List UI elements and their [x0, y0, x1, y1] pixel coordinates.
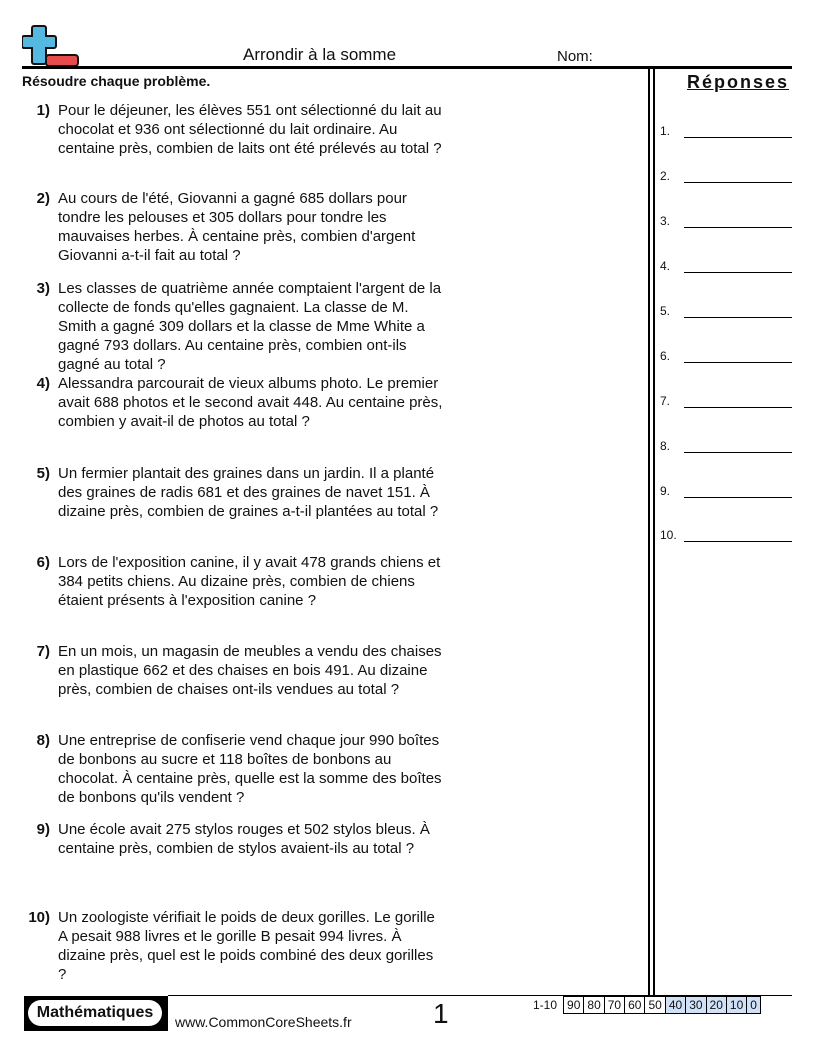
answer-label: 4. — [660, 259, 671, 273]
problem-8 — [24, 731, 444, 807]
answer-line[interactable] — [684, 317, 792, 318]
brand-label: Mathématiques — [28, 1000, 162, 1026]
header-divider — [22, 66, 792, 69]
answers-heading: Réponses — [687, 72, 790, 92]
plus-minus-logo-icon — [22, 24, 80, 68]
problem-number: 4) — [36, 375, 50, 392]
problem-2 — [24, 189, 444, 265]
score-cell: 20 — [706, 997, 726, 1014]
answer-line[interactable] — [684, 362, 792, 363]
score-cell: 0 — [747, 997, 761, 1014]
score-table — [530, 996, 761, 1014]
answer-label: 10. — [660, 528, 677, 542]
answer-label: 5. — [660, 304, 671, 318]
answer-row-1[interactable] — [660, 122, 792, 138]
score-cell: 50 — [645, 997, 665, 1014]
score-cell: 10 — [726, 997, 746, 1014]
answer-line[interactable] — [684, 272, 792, 273]
answer-line[interactable] — [684, 182, 792, 183]
problem-number: 5) — [36, 465, 50, 482]
answer-row-2[interactable] — [660, 167, 792, 183]
score-cell: 90 — [564, 997, 584, 1014]
answer-label: 2. — [660, 169, 671, 183]
score-range: 1-10 — [533, 998, 558, 1012]
problem-text: En un mois, un magasin de meubles a vendu des chaises en plastique 662 et des chaises en bois 491. Au dizaine près, combien de chaises ont-ils vendues au total ? — [58, 643, 442, 698]
problem-number: 7) — [36, 643, 50, 660]
problem-text: Pour le déjeuner, les élèves 551 ont sélectionné du lait au chocolat et 936 ont sélectionné du lait ordinaire. Au centaine près, combien de laits ont été prélevés au total ? — [58, 102, 442, 157]
instructions: Résoudre chaque problème. — [22, 73, 211, 89]
score-cell: 40 — [665, 997, 685, 1014]
problem-number: 1) — [36, 102, 50, 119]
problem-text: Un fermier plantait des graines dans un jardin. Il a planté des graines de radis 681 et des graines de navet 151. À dizaine près, combien de graines a-t-il plantées au total ? — [58, 465, 439, 520]
problem-number: 8) — [36, 732, 50, 749]
answer-label: 3. — [660, 214, 671, 228]
answer-row-10[interactable] — [660, 526, 792, 542]
answer-label: 1. — [660, 124, 671, 138]
problem-text: Les classes de quatrième année comptaient l'argent de la collecte de fonds qu'elles gagnaient. La classe de M. Smith a gagné 309 dollars et la classe de Mme White a gagné 793 dollars. Au centaine près, combien ont-ils gagné au total ? — [58, 280, 442, 373]
problem-text: Alessandra parcourait de vieux albums photo. Le premier avait 688 photos et le second avait 448. Au centaine près, combien y avait-il de photos au total ? — [58, 375, 443, 430]
page-number: 1 — [433, 998, 449, 1029]
answer-row-9[interactable] — [660, 482, 792, 498]
problem-1 — [24, 101, 444, 158]
answer-row-5[interactable] — [660, 302, 792, 318]
answer-row-6[interactable] — [660, 347, 792, 363]
score-cell: 80 — [584, 997, 604, 1014]
answer-line[interactable] — [684, 452, 792, 453]
problem-number: 9) — [36, 821, 50, 838]
answer-line[interactable] — [684, 407, 792, 408]
score-cell: 30 — [686, 997, 706, 1014]
problem-text: Une école avait 275 stylos rouges et 502 stylos bleus. À centaine près, combien de stylos avaient-ils au total ? — [58, 821, 430, 857]
problem-number: 3) — [36, 280, 50, 297]
problem-9 — [24, 820, 444, 858]
answer-label: 9. — [660, 484, 671, 498]
answer-label: 8. — [660, 439, 671, 453]
problem-text: Au cours de l'été, Giovanni a gagné 685 dollars pour tondre les pelouses et 305 dollars pour tondre les mauvaises herbes. À centaine près, combien d'argent Giovanni a-t-il fait au total ? — [58, 190, 416, 264]
site-url[interactable]: www.CommonCoreSheets.fr — [175, 1014, 352, 1030]
problem-7 — [24, 642, 444, 699]
problem-5 — [24, 464, 444, 521]
problem-text: Lors de l'exposition canine, il y avait 478 grands chiens et 384 petits chiens. Au dizaine près, combien de chiens étaient présents à l'exposition canine ? — [58, 554, 441, 609]
problem-number: 10) — [28, 909, 50, 926]
worksheet-title: Arrondir à la somme — [243, 45, 397, 64]
answer-label: 6. — [660, 349, 671, 363]
answer-row-8[interactable] — [660, 437, 792, 453]
problem-6 — [24, 553, 444, 610]
score-cell: 60 — [625, 997, 645, 1014]
problem-4 — [24, 374, 444, 431]
answer-line[interactable] — [684, 497, 792, 498]
answer-row-7[interactable] — [660, 392, 792, 408]
problem-3 — [24, 279, 444, 374]
problem-number: 2) — [36, 190, 50, 207]
answer-line[interactable] — [684, 137, 792, 138]
answer-label: 7. — [660, 394, 671, 408]
problem-text: Une entreprise de confiserie vend chaque jour 990 boîtes de bonbons au sucre et 118 boîtes de bonbons au chocolat. À centaine près, quelle est la somme des boîtes de bonbons qu'ils vendent ? — [58, 732, 442, 806]
name-field-label: Nom: — [557, 48, 593, 65]
column-divider — [648, 68, 655, 996]
problem-text: Un zoologiste vérifiait le poids de deux gorilles. Le gorille A pesait 988 livres et le gorille B pesait 994 livres. À dizaine près, quel est le poids combiné des deux gorilles ? — [58, 909, 435, 983]
answer-line[interactable] — [684, 541, 792, 542]
problem-number: 6) — [36, 554, 50, 571]
answer-line[interactable] — [684, 227, 792, 228]
problem-10 — [24, 908, 444, 984]
answer-row-4[interactable] — [660, 257, 792, 273]
answer-row-3[interactable] — [660, 212, 792, 228]
score-cell: 70 — [604, 997, 624, 1014]
